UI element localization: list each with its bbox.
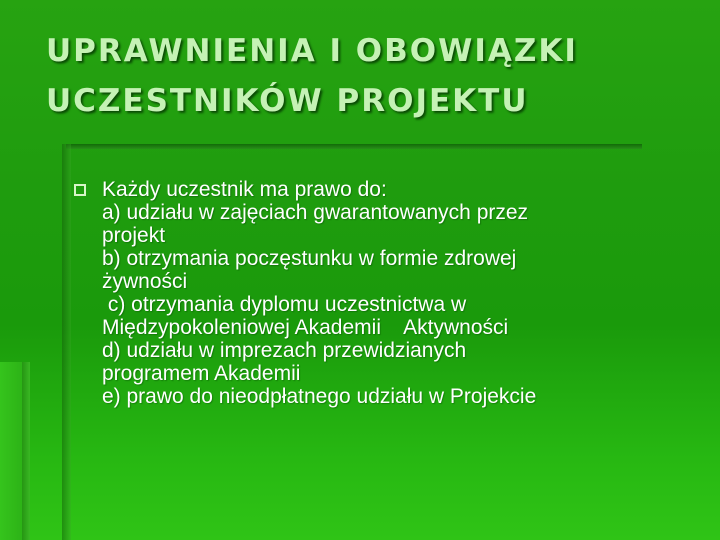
- rights-line-5: c) otrzymania dyplomu uczestnictwa w: [102, 293, 467, 316]
- rights-line-4: żywności: [102, 270, 188, 293]
- rights-line-3: b) otrzymania poczęstunku w formie zdrowej: [102, 247, 517, 270]
- square-bullet-icon: [74, 184, 86, 196]
- slide-title: [46, 26, 686, 126]
- slide-content: [74, 178, 694, 408]
- rights-line-1: a) udziału w zajęciach gwarantowanych przez: [102, 201, 529, 224]
- rights-line-2: projekt: [102, 224, 166, 247]
- decorative-vertical-rule: [62, 144, 71, 540]
- rights-line-8: programem Akademii: [102, 362, 301, 385]
- rights-line-9: e) prawo do nieodpłatnego udziału w Projekcie: [102, 385, 537, 408]
- rights-line-7: d) udziału w imprezach przewidzianych: [102, 339, 467, 362]
- bullet-item: [74, 178, 694, 201]
- rights-list: [102, 201, 694, 408]
- bullet-intro-text: Każdy uczestnik ma prawo do:: [102, 178, 387, 201]
- decorative-horizontal-rule: [66, 144, 642, 149]
- decorative-left-panel-rule: [22, 362, 30, 540]
- rights-line-6: Międzypokoleniowej Akademii Aktywności: [102, 316, 509, 339]
- slide-title-text: UPRAWNIENIA I OBOWIĄZKI UCZESTNIKÓW PROJEKTU: [46, 33, 578, 119]
